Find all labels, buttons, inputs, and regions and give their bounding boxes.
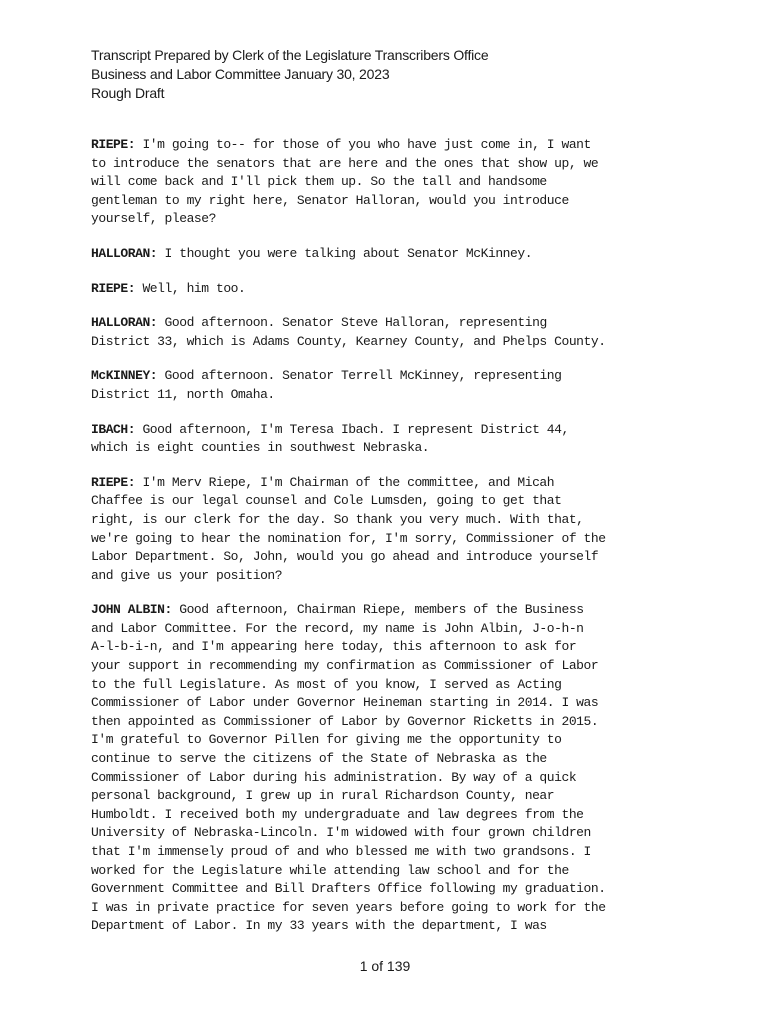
transcript-line: [91, 601, 691, 620]
speaker-name: RIEPE:: [91, 280, 136, 296]
transcript-line: [91, 155, 691, 174]
speaker-name: RIEPE:: [91, 474, 136, 490]
line-text: worked for the Legislature while attending law school and for the: [91, 862, 569, 878]
transcript-line: [91, 492, 691, 511]
speaker-name: HALLORAN:: [91, 245, 158, 261]
transcript-header: [91, 46, 488, 103]
transcript-line: [91, 192, 691, 211]
transcript-line: [91, 245, 691, 264]
line-text: Government Committee and Bill Drafters Office following my graduation.: [91, 881, 606, 897]
transcript-line: [91, 280, 691, 299]
speaker-name: HALLORAN:: [91, 315, 158, 331]
line-text: Commissioner of Labor under Governor Heineman starting in 2014. I was: [91, 695, 599, 711]
transcript-line: [91, 136, 691, 155]
transcript-line: [91, 620, 691, 639]
speaker-name: RIEPE:: [91, 137, 136, 152]
line-text: Good afternoon, I'm Teresa Ibach. I represent District 44,: [135, 421, 569, 437]
transcript-paragraph: [91, 314, 691, 351]
line-text: yourself, please?: [91, 211, 216, 227]
header-line-1: Transcript Prepared by Clerk of the Legislature Transcribers Office: [91, 47, 489, 63]
line-text: will come back and I'll pick them up. So the tall and handsome: [91, 174, 547, 190]
transcript-line: [91, 676, 691, 695]
line-text: Good afternoon, Chairman Riepe, members of the Business: [171, 602, 584, 618]
line-text: which is eight counties in southwest Nebraska.: [91, 440, 430, 456]
line-text: District 11, north Omaha.: [91, 386, 275, 402]
transcript-line: [91, 333, 691, 352]
line-text: District 33, which is Adams County, Kearney County, and Phelps County.: [91, 333, 606, 349]
line-text: gentleman to my right here, Senator Halloran, would you introduce: [91, 192, 569, 208]
line-text: Chaffee is our legal counsel and Cole Lumsden, going to get that: [91, 493, 562, 509]
line-text: Department of Labor. In my 33 years with the department, I was: [91, 918, 547, 934]
transcript-line: [91, 657, 691, 676]
transcript-line: [91, 474, 691, 493]
line-text: then appointed as Commissioner of Labor by Governor Ricketts in 2015.: [91, 713, 599, 729]
line-text: that I'm immensely proud of and who blessed me with two grandsons. I: [91, 844, 591, 859]
transcript-paragraph: [91, 367, 691, 404]
line-text: and Labor Committee. For the record, my name is John Albin, J-o-h-n: [91, 620, 584, 636]
line-text: Labor Department. So, John, would you go ahead and introduce yourself: [91, 549, 599, 565]
header-line-3: Rough Draft: [91, 85, 165, 101]
line-text: Good afternoon. Senator Steve Halloran, representing: [157, 315, 547, 331]
transcript-paragraph: [91, 601, 691, 936]
transcript-line: [91, 694, 691, 713]
speaker-name: McKINNEY:: [91, 368, 158, 384]
line-text: Well, him too.: [135, 280, 246, 296]
transcript-line: [91, 843, 691, 862]
transcript-paragraph: [91, 245, 691, 264]
line-text: University of Nebraska-Lincoln. I'm widowed with four grown children: [91, 825, 591, 841]
transcript-line: [91, 367, 691, 386]
line-text: and give us your position?: [91, 567, 283, 583]
speaker-name: JOHN ALBIN:: [91, 602, 172, 618]
transcript-paragraph: [91, 474, 691, 586]
line-text: Commissioner of Labor during his administration. By way of a quick: [91, 769, 577, 785]
line-text: Good afternoon. Senator Terrell McKinney, representing: [157, 368, 562, 384]
transcript-line: [91, 439, 691, 458]
transcript-line: [91, 548, 691, 567]
line-text: personal background, I grew up in rural Richardson County, near: [91, 788, 555, 804]
transcript-line: [91, 750, 691, 769]
transcript-line: [91, 386, 691, 405]
transcript-line: [91, 769, 691, 788]
transcript-line: [91, 824, 691, 843]
transcript-line: [91, 787, 691, 806]
line-text: Humboldt. I received both my undergraduate and law degrees from the: [91, 806, 584, 822]
transcript-line: [91, 173, 691, 192]
transcript-line: [91, 862, 691, 881]
transcript-line: [91, 421, 691, 440]
line-text: I'm grateful to Governor Pillen for giving me the opportunity to: [91, 732, 562, 748]
transcript-line: [91, 899, 691, 918]
line-text: right, is our clerk for the day. So thank you very much. With that,: [91, 511, 584, 527]
transcript-line: [91, 567, 691, 586]
transcript-paragraph: [91, 280, 691, 299]
transcript-line: [91, 530, 691, 549]
transcript-line: [91, 210, 691, 229]
line-text: to the full Legislature. As most of you know, I served as Acting: [91, 676, 562, 692]
line-text: I'm Merv Riepe, I'm Chairman of the committee, and Micah: [135, 474, 555, 490]
line-text: your support in recommending my confirmation as Commissioner of Labor: [91, 658, 599, 674]
transcript-line: [91, 917, 691, 936]
transcript-line: [91, 713, 691, 732]
line-text: I thought you were talking about Senator McKinney.: [157, 245, 533, 261]
line-text: we're going to hear the nomination for, I'm sorry, Commissioner of the: [91, 530, 606, 546]
header-line-2: Business and Labor Committee January 30, 2023: [91, 66, 390, 82]
page-number: 1 of 139: [359, 958, 411, 974]
transcript-body: [91, 136, 691, 952]
transcript-line: [91, 880, 691, 899]
transcript-paragraph: [91, 421, 691, 458]
line-text: to introduce the senators that are here and the ones that show up, we: [91, 155, 599, 171]
line-text: I was in private practice for seven years before going to work for the: [91, 899, 606, 915]
speaker-name: IBACH:: [91, 421, 136, 437]
transcript-line: [91, 806, 691, 825]
line-text: continue to serve the citizens of the State of Nebraska as the: [91, 751, 547, 767]
line-text: A-l-b-i-n, and I'm appearing here today, this afternoon to ask for: [91, 639, 577, 655]
transcript-line: [91, 314, 691, 333]
transcript-line: [91, 731, 691, 750]
transcript-paragraph: [91, 136, 691, 229]
transcript-line: [91, 511, 691, 530]
transcript-line: [91, 638, 691, 657]
line-text: I'm going to-- for those of you who have just come in, I want: [135, 137, 591, 152]
